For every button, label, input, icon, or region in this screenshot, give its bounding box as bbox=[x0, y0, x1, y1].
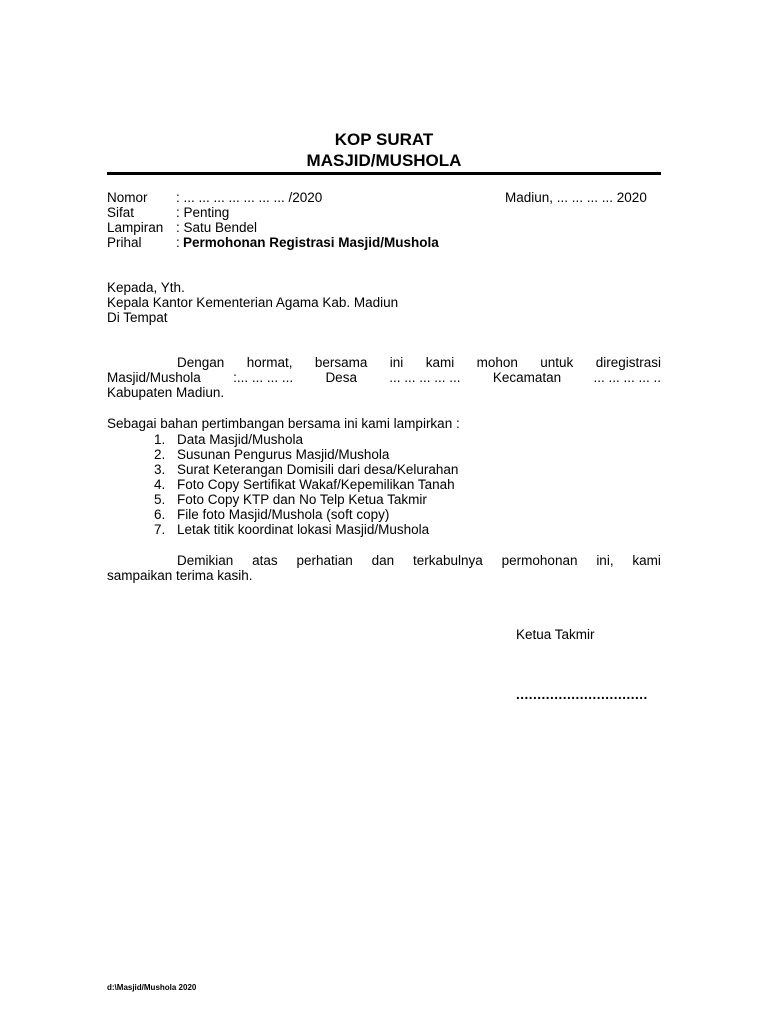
list-item bbox=[154, 477, 458, 492]
word: permohonan bbox=[501, 553, 578, 568]
meta-nomor-label: Nomor bbox=[107, 190, 148, 205]
letterhead-title: KOP SURAT bbox=[334, 130, 434, 149]
meta-nomor-value: : ... ... ... ... ... ... ... /2020 bbox=[176, 190, 323, 205]
word: dan bbox=[371, 553, 395, 568]
letterhead-subtitle: MASJID/MUSHOLA bbox=[306, 151, 462, 170]
list-text: File foto Masjid/Mushola (soft copy) bbox=[177, 507, 390, 522]
list-item bbox=[154, 492, 458, 507]
word: diregistrasi bbox=[595, 355, 661, 370]
word: terkabulnya bbox=[413, 553, 483, 568]
list-number: 2. bbox=[154, 447, 166, 462]
word: ... ... ... ... ... bbox=[389, 370, 461, 385]
closing-line-2: sampaikan terima kasih. bbox=[107, 568, 253, 583]
meta-lampiran bbox=[107, 220, 257, 235]
list-number: 4. bbox=[154, 477, 166, 492]
word: atas bbox=[252, 553, 278, 568]
word: kami bbox=[632, 553, 661, 568]
list-text: Surat Keterangan Domisili dari desa/Kelurahan bbox=[177, 462, 459, 477]
list-number: 1. bbox=[154, 432, 166, 447]
meta-prihal-value: Permohonan Registrasi Masjid/Mushola bbox=[183, 235, 439, 250]
list-text: Data Masjid/Mushola bbox=[177, 432, 304, 447]
meta-sifat bbox=[107, 205, 229, 220]
word: Demikian bbox=[177, 553, 234, 568]
word: bersama bbox=[314, 355, 368, 370]
attachments-list bbox=[154, 432, 458, 537]
list-text: Letak titik koordinat lokasi Masjid/Mushola bbox=[177, 522, 430, 537]
meta-sifat-label: Sifat bbox=[107, 205, 135, 220]
word: untuk bbox=[540, 355, 574, 370]
recipient-place: Di Tempat bbox=[107, 310, 168, 325]
signature-name-placeholder: ............................... bbox=[516, 687, 648, 702]
recipient-name: Kepala Kantor Kementerian Agama Kab. Madiun bbox=[107, 295, 399, 310]
list-text: Susunan Pengurus Masjid/Mushola bbox=[177, 447, 390, 462]
paragraph-1-line-1 bbox=[177, 355, 661, 370]
word: perhatian bbox=[296, 553, 353, 568]
attachments-intro: Sebagai bahan pertimbangan bersama ini kami lampirkan : bbox=[107, 416, 460, 431]
recipient-greeting: Kepada, Yth. bbox=[107, 280, 185, 295]
list-text: Foto Copy Sertifikat Wakaf/Kepemilikan Tanah bbox=[177, 477, 455, 492]
letter-date: Madiun, ... ... ... ... 2020 bbox=[505, 190, 647, 205]
meta-prihal-label: Prihal bbox=[107, 235, 142, 250]
list-number: 6. bbox=[154, 507, 166, 522]
letterhead-divider bbox=[107, 172, 661, 175]
meta-prihal-colon: : bbox=[176, 235, 180, 250]
signature-title: Ketua Takmir bbox=[516, 627, 595, 642]
word: ini, bbox=[596, 553, 614, 568]
word: kami bbox=[425, 355, 455, 370]
word: Kecamatan bbox=[492, 370, 562, 385]
list-number: 5. bbox=[154, 492, 166, 507]
paragraph-1-line-3: Kabupaten Madiun. bbox=[107, 385, 225, 400]
meta-lampiran-label: Lampiran bbox=[107, 220, 164, 235]
meta-nomor bbox=[107, 190, 322, 205]
list-item bbox=[154, 447, 458, 462]
word: Masjid/Mushola bbox=[107, 370, 201, 385]
meta-sifat-value: : Penting bbox=[176, 205, 230, 220]
list-item bbox=[154, 507, 458, 522]
paragraph-1-line-2 bbox=[107, 370, 661, 385]
meta-lampiran-value: : Satu Bendel bbox=[176, 220, 258, 235]
document-footer-path: d:\Masjid/Mushola 2020 bbox=[107, 983, 197, 992]
word: Desa bbox=[325, 370, 357, 385]
list-number: 7. bbox=[154, 522, 166, 537]
word: :... ... ... ... bbox=[233, 370, 294, 385]
meta-prihal bbox=[107, 235, 439, 250]
word: mohon bbox=[476, 355, 518, 370]
closing-line-1 bbox=[177, 553, 661, 568]
list-text: Foto Copy KTP dan No Telp Ketua Takmir bbox=[177, 492, 427, 507]
word: Dengan bbox=[177, 355, 225, 370]
list-number: 3. bbox=[154, 462, 166, 477]
list-item bbox=[154, 522, 458, 537]
list-item bbox=[154, 432, 458, 447]
list-item bbox=[154, 462, 458, 477]
word: ini bbox=[389, 355, 404, 370]
word: hormat, bbox=[246, 355, 293, 370]
word: ... ... ... ... .. bbox=[593, 370, 661, 385]
